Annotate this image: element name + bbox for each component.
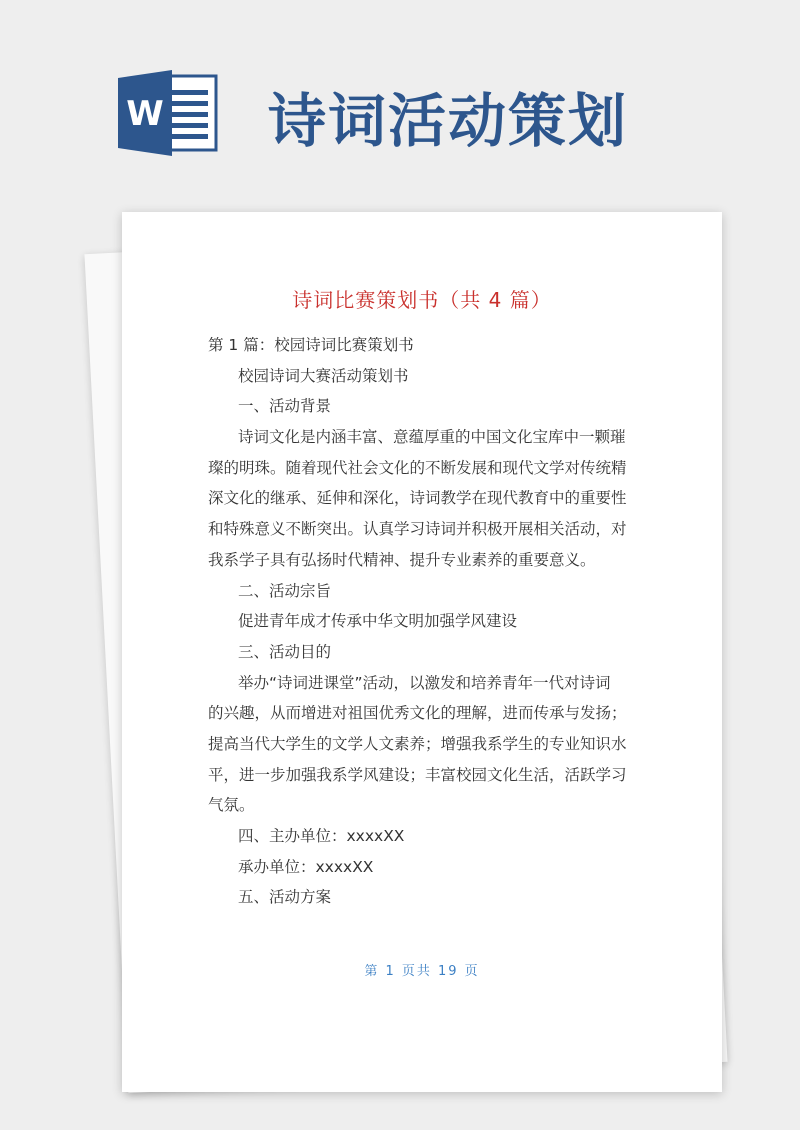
paragraph-line: 平，进一步加强我系学风建设；丰富校园文化生活，活跃学习 <box>208 765 627 784</box>
paragraph-line: 气氛。 <box>208 796 255 815</box>
document-title: 诗词比赛策划书（共 4 篇） <box>292 288 552 312</box>
paragraph-line: 承办单位：xxxxXX <box>238 857 374 876</box>
paragraph-line: 和特殊意义不断突出。认真学习诗词并积极开展相关活动，对 <box>208 520 627 539</box>
banner-title: 诗词活动策划 <box>268 87 629 155</box>
paragraph-line: 璨的明珠。随着现代社会文化的不断发展和现代文学对传统精 <box>208 458 627 477</box>
paragraph-line: 我系学子具有弘扬时代精神、提升专业素养的重要意义。 <box>208 550 596 569</box>
document-body <box>208 330 628 913</box>
paragraph-line: 促进青年成才传承中华文明加强学风建设 <box>238 612 518 631</box>
paragraph-line: 提高当代大学生的文学人文素养；增强我系学生的专业知识水 <box>208 734 627 753</box>
paragraph-line: 的兴趣，从而增进对祖国优秀文化的理解，进而传承与发扬； <box>208 704 627 723</box>
paragraph-line: 一、活动背景 <box>238 397 332 416</box>
paragraph-line: 诗词文化是内涵丰富、意蕴厚重的中国文化宝库中一颗璀 <box>238 428 626 447</box>
document-page <box>122 212 722 1092</box>
paragraph-line: 举办“诗词进课堂”活动，以激发和培养青年一代对诗词 <box>238 673 611 692</box>
paragraph-line: 五、活动方案 <box>238 888 332 907</box>
paragraph-line: 二、活动宗旨 <box>238 581 332 600</box>
paragraph-line: 三、活动目的 <box>238 642 332 661</box>
word-icon-letter: W <box>126 94 164 134</box>
paragraph-line: 第 1 篇：校园诗词比赛策划书 <box>208 336 414 354</box>
banner-header <box>0 0 800 200</box>
word-icon <box>118 70 218 156</box>
paragraph-line: 校园诗词大赛活动策划书 <box>238 366 409 385</box>
page-footer: 第 1 页共 19 页 <box>364 964 480 979</box>
paragraph-line: 深文化的继承、延伸和深化，诗词教学在现代教育中的重要性 <box>208 489 627 508</box>
paragraph-line: 四、主办单位：xxxxXX <box>238 827 405 845</box>
